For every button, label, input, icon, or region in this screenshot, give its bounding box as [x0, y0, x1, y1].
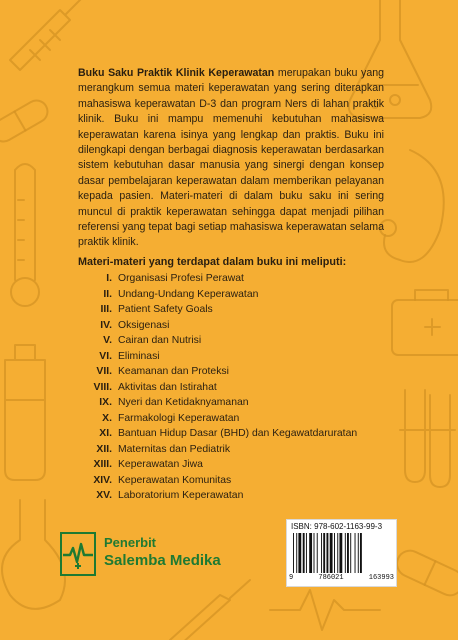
topic-item	[78, 473, 388, 489]
topic-number: VI.	[99, 350, 112, 362]
topic-label: Keperawatan Komunitas	[118, 474, 232, 486]
topic-number: VII.	[96, 366, 112, 377]
topic-number: XII.	[96, 443, 112, 455]
pill-doodle	[393, 546, 458, 599]
topic-label: Undang-Undang Keperawatan	[118, 288, 259, 300]
topic-number: V.	[103, 335, 112, 346]
isbn-barcode-box	[286, 519, 397, 587]
first-aid-kit-doodle	[392, 290, 458, 355]
topic-number: II.	[103, 288, 112, 300]
topic-item	[78, 380, 388, 396]
test-tubes-doodle	[400, 390, 455, 487]
barcode-digit-group-2: 163993	[368, 574, 394, 582]
topic-label: Organisasi Profesi Perawat	[118, 273, 244, 284]
topic-item	[78, 426, 388, 442]
topic-item	[78, 333, 388, 349]
topic-item	[78, 395, 388, 411]
bottle-doodle	[5, 345, 45, 480]
topic-number: X.	[102, 412, 112, 424]
topic-label: Maternitas dan Pediatrik	[118, 443, 231, 455]
topic-number: XV.	[96, 490, 112, 501]
topic-label: Cairan dan Nutrisi	[118, 335, 202, 346]
topic-item	[78, 349, 388, 365]
publisher-logo	[60, 532, 260, 580]
heartbeat-doodle	[270, 590, 380, 630]
topic-label: Keamanan dan Proteksi	[118, 366, 229, 377]
topic-item	[78, 442, 388, 458]
topic-label: Patient Safety Goals	[118, 304, 213, 315]
topic-number: III.	[100, 304, 112, 315]
topic-item	[78, 488, 388, 504]
topic-label: Oksigenasi	[118, 319, 170, 331]
topic-number: XIII.	[93, 459, 112, 470]
publisher-emblem-icon	[60, 532, 96, 576]
thermometer-doodle	[11, 164, 39, 306]
barcode-digit-prefix: 9	[289, 574, 294, 582]
topic-item	[78, 271, 388, 287]
topic-label: Aktivitas dan Istirahat	[118, 381, 217, 393]
syringe-doodle	[10, 0, 85, 70]
topic-label: Eliminasi	[118, 350, 160, 362]
topic-item	[78, 318, 388, 334]
book-description	[78, 66, 384, 251]
topic-item	[78, 287, 388, 303]
isbn-number: ISBN: 978-602-1163-99-3	[291, 522, 383, 531]
barcode-digits	[289, 574, 394, 582]
topics-heading: Materi-materi yang terdapat dalam buku ini meliputi:	[78, 256, 347, 268]
topic-label: Bantuan Hidup Dasar (BHD) dan Kegawatdaruratan	[118, 428, 358, 439]
publisher-name: Salemba Medika	[104, 552, 221, 569]
capsule-doodle	[0, 96, 51, 145]
book-title-bold: Buku Saku Praktik Klinik Keperawatan	[78, 67, 275, 79]
topic-label: Laboratorium Keperawatan	[118, 490, 244, 501]
topic-label: Keperawatan Jiwa	[118, 459, 203, 470]
topic-number: I.	[106, 273, 112, 284]
topic-label: Nyeri dan Ketidaknyamanan	[118, 397, 249, 408]
topics-list	[78, 271, 388, 504]
stethoscope-doodle	[380, 150, 444, 262]
topic-item	[78, 457, 388, 473]
topic-label: Farmakologi Keperawatan	[118, 412, 240, 424]
publisher-label: Penerbit	[104, 535, 157, 550]
topic-number: IV.	[100, 319, 112, 331]
topic-number: XI.	[99, 428, 112, 439]
topic-number: XIV.	[93, 474, 112, 486]
barcode-digit-group-1: 786021	[318, 574, 344, 582]
topic-item	[78, 411, 388, 427]
syringe-bottom-doodle	[170, 580, 250, 640]
barcode-icon	[293, 533, 390, 573]
topic-item	[78, 302, 388, 318]
topic-item	[78, 364, 388, 380]
topic-number: VIII.	[93, 381, 112, 393]
round-flask-doodle	[2, 500, 65, 609]
topic-number: IX.	[99, 397, 112, 408]
book-description-body: merupakan buku yang merangkum semua materi keperawatan yang sering diterapkan mahasiswa keperawatan D-3 dan program Ners di lahan praktik klinik. Buku ini mampu memenuhi kebutuhan mahasiswa keperawatan karena isinya yang lengkap dan praktis. Buku ini dilengkapi dengan berbagai diagnosis keperawatan berdasarkan sistem kebutuhan dasar manusia yang sinergi dengan konsep dasar pembelajaran keperawatan dalam memberikan pelayanan kepada pasien. Materi-materi di dalam buku saku ini sering muncul di praktik keperawatan sehingga dapat menjadi pilihan referensi yang tepat bagi setiap mahasiswa keperawatan selama praktik klinik.	[78, 67, 384, 249]
